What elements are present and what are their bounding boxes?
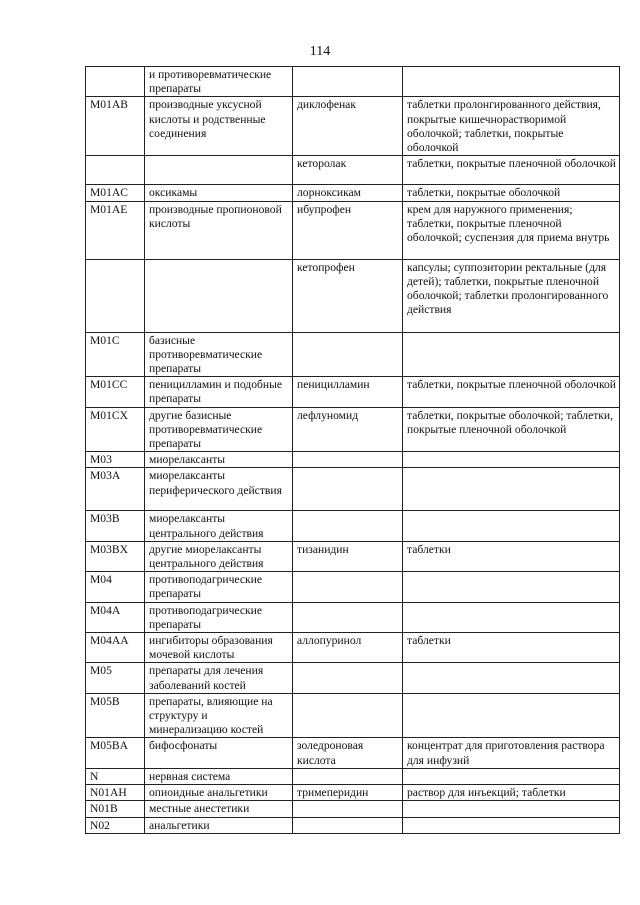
atc-code-cell: M03A [86, 468, 145, 511]
group-name-cell: миорелаксанты периферического действия [145, 468, 293, 511]
drug-name-cell: золедроновая кислота [293, 738, 403, 768]
dosage-form-cell [403, 801, 620, 817]
atc-code-cell: M05BA [86, 738, 145, 768]
atc-code-cell: N01B [86, 801, 145, 817]
table-row [86, 663, 620, 693]
table-row [86, 452, 620, 468]
group-name-cell: ингибиторы образования мочевой кислоты [145, 633, 293, 663]
drug-name-cell [293, 332, 403, 377]
drug-name-cell [293, 511, 403, 541]
drug-name-cell [293, 663, 403, 693]
table-row [86, 801, 620, 817]
drug-name-cell [293, 817, 403, 833]
drug-name-cell: кетопрофен [293, 259, 403, 332]
table-row [86, 817, 620, 833]
drug-name-cell: кеторолак [293, 156, 403, 185]
atc-code-cell: M04 [86, 572, 145, 602]
dosage-form-cell: капсулы; суппозитории ректальные (для детей); таблетки, покрытые пленочной оболочкой; таблетки пролонгированного действия [403, 259, 620, 332]
atc-code-cell [86, 259, 145, 332]
atc-code-cell: M05 [86, 663, 145, 693]
atc-code-cell: N01AH [86, 785, 145, 801]
group-name-cell: производные пропионовой кислоты [145, 201, 293, 259]
table-row [86, 407, 620, 452]
drug-name-cell [293, 768, 403, 784]
group-name-cell: пеницилламин и подобные препараты [145, 377, 293, 407]
atc-code-cell: M01AE [86, 201, 145, 259]
dosage-form-cell [403, 67, 620, 97]
dosage-form-cell: таблетки, покрытые оболочкой [403, 185, 620, 201]
atc-code-cell: M03 [86, 452, 145, 468]
table-row [86, 738, 620, 768]
dosage-form-cell: таблетки [403, 633, 620, 663]
group-name-cell [145, 259, 293, 332]
drug-name-cell: диклофенак [293, 97, 403, 156]
group-name-cell: противоподагрические препараты [145, 572, 293, 602]
dosage-form-cell: таблетки пролонгированного действия, покрытые кишечнорастворимой оболочкой; таблетки, покрытые оболочкой [403, 97, 620, 156]
table-row [86, 97, 620, 156]
table-row [86, 201, 620, 259]
table-row [86, 377, 620, 407]
table-row [86, 633, 620, 663]
drug-name-cell [293, 602, 403, 632]
group-name-cell [145, 156, 293, 185]
drug-name-cell: тизанидин [293, 541, 403, 571]
drug-name-cell [293, 801, 403, 817]
table-row [86, 602, 620, 632]
group-name-cell: нервная система [145, 768, 293, 784]
atc-code-cell: M01AC [86, 185, 145, 201]
drug-name-cell: тримеперидин [293, 785, 403, 801]
group-name-cell: препараты для лечения заболеваний костей [145, 663, 293, 693]
drug-name-cell: аллопуринол [293, 633, 403, 663]
dosage-form-cell [403, 817, 620, 833]
atc-code-cell [86, 67, 145, 97]
group-name-cell: опиоидные анальгетики [145, 785, 293, 801]
dosage-form-cell [403, 602, 620, 632]
table-row [86, 259, 620, 332]
group-name-cell: и противоревматические препараты [145, 67, 293, 97]
dosage-form-cell [403, 468, 620, 511]
group-name-cell: местные анестетики [145, 801, 293, 817]
group-name-cell: миорелаксанты [145, 452, 293, 468]
group-name-cell: производные уксусной кислоты и родственные соединения [145, 97, 293, 156]
dosage-form-cell: крем для наружного применения; таблетки, покрытые пленочной оболочкой; суспензия для приема внутрь [403, 201, 620, 259]
atc-code-cell: M04AA [86, 633, 145, 663]
table-row [86, 541, 620, 571]
table-row [86, 468, 620, 511]
dosage-form-cell: раствор для инъекций; таблетки [403, 785, 620, 801]
table-row [86, 332, 620, 377]
drug-name-cell: ибупрофен [293, 201, 403, 259]
atc-code-cell: N [86, 768, 145, 784]
dosage-form-cell [403, 768, 620, 784]
page-number: 114 [309, 44, 331, 59]
table-row [86, 693, 620, 738]
table-row [86, 785, 620, 801]
group-name-cell: препараты, влияющие на структуру и минерализацию костей [145, 693, 293, 738]
dosage-form-cell: таблетки [403, 541, 620, 571]
table-row [86, 768, 620, 784]
dosage-form-cell [403, 452, 620, 468]
group-name-cell: бифосфонаты [145, 738, 293, 768]
atc-code-cell: M03B [86, 511, 145, 541]
table-row [86, 511, 620, 541]
group-name-cell: анальгетики [145, 817, 293, 833]
table-row [86, 156, 620, 185]
group-name-cell: оксикамы [145, 185, 293, 201]
atc-code-cell: M04A [86, 602, 145, 632]
group-name-cell: базисные противоревматические препараты [145, 332, 293, 377]
group-name-cell: противоподагрические препараты [145, 602, 293, 632]
dosage-form-cell [403, 693, 620, 738]
atc-code-cell: M03BX [86, 541, 145, 571]
group-name-cell: миорелаксанты центрального действия [145, 511, 293, 541]
dosage-form-cell [403, 572, 620, 602]
dosage-form-cell [403, 511, 620, 541]
table-row [86, 572, 620, 602]
dosage-form-cell [403, 332, 620, 377]
dosage-form-cell: концентрат для приготовления раствора для инфузий [403, 738, 620, 768]
atc-code-cell: M01C [86, 332, 145, 377]
drug-name-cell [293, 693, 403, 738]
atc-code-cell: M01CC [86, 377, 145, 407]
drug-name-cell [293, 468, 403, 511]
drug-name-cell: пеницилламин [293, 377, 403, 407]
drug-name-cell [293, 67, 403, 97]
atc-code-cell: M05B [86, 693, 145, 738]
group-name-cell: другие миорелаксанты центрального действия [145, 541, 293, 571]
dosage-form-cell: таблетки, покрытые пленочной оболочкой [403, 156, 620, 185]
drug-name-cell [293, 572, 403, 602]
atc-code-cell: N02 [86, 817, 145, 833]
table-row [86, 185, 620, 201]
dosage-form-cell: таблетки, покрытые оболочкой; таблетки, покрытые пленочной оболочкой [403, 407, 620, 452]
drug-name-cell [293, 452, 403, 468]
drug-name-cell: лефлуномид [293, 407, 403, 452]
atc-code-cell: M01CX [86, 407, 145, 452]
group-name-cell: другие базисные противоревматические препараты [145, 407, 293, 452]
dosage-form-cell: таблетки, покрытые пленочной оболочкой [403, 377, 620, 407]
drug-classification-table [85, 66, 620, 834]
drug-name-cell: лорноксикам [293, 185, 403, 201]
dosage-form-cell [403, 663, 620, 693]
atc-code-cell: M01AB [86, 97, 145, 156]
atc-code-cell [86, 156, 145, 185]
table-row [86, 67, 620, 97]
